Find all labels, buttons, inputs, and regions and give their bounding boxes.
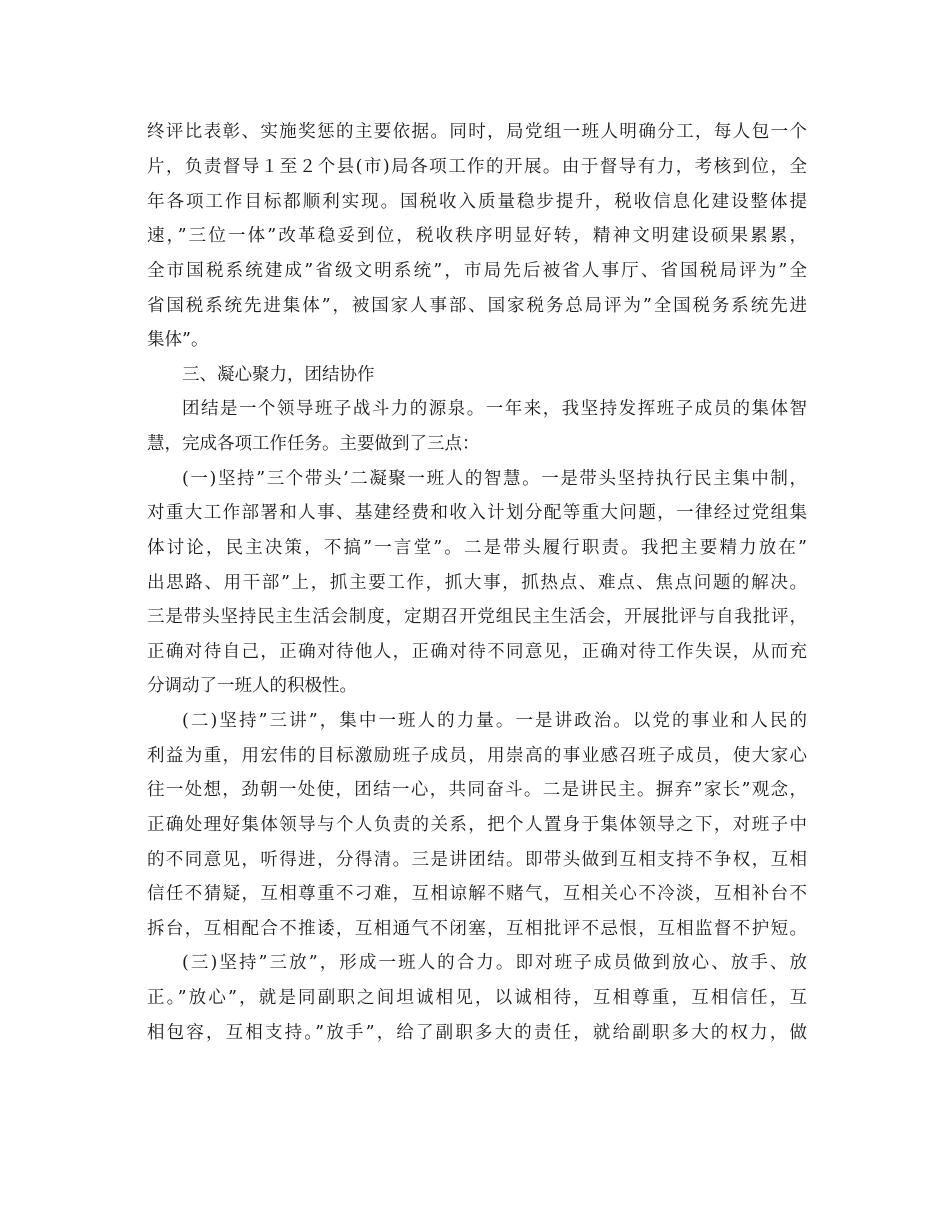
text-line: 慧，完成各项工作任务。主要做到了三点： <box>147 434 480 454</box>
text-line: (一)坚持”三个带头’二凝聚一班人的智慧。一是带头坚持执行民主集中制， <box>182 469 807 489</box>
text-line: 信任不猜疑，互相尊重不刁难，互相谅解不赌气，互相关心不冷淡，互相补台不 <box>147 884 807 904</box>
text-line: 体讨论，民主决策，不搞”一言堂”。二是带头履行职责。我把主要精力放在” <box>147 538 807 558</box>
text-line: 相包容，互相支持。”放手”，给了副职多大的责任，就给副职多大的权力，做 <box>147 1023 807 1043</box>
text-line: 对重大工作部署和人事、基建经费和收入计划分配等重大问题，一律经过党组集 <box>147 503 807 523</box>
text-line: 利益为重，用宏伟的目标激励班子成员，用崇高的事业感召班子成员，使大家心 <box>147 746 807 766</box>
text-line: 三是带头坚持民主生活会制度，定期召开党组民主生活会，开展批评与自我批评， <box>147 607 807 627</box>
text-line: 省国税系统先进集体”，被国家人事部、国家税务总局评为”全国税务系统先进 <box>147 296 807 316</box>
text-line: 正。”放心”，就是同副职之间坦诚相见，以诚相待，互相尊重，互相信任，互 <box>147 988 807 1008</box>
text-line: 集体”。 <box>147 330 209 350</box>
text-line: 正确处理好集体领导与个人负责的关系，把个人置身于集体领导之下，对班子中 <box>147 815 807 835</box>
text-line: 正确对待自己，正确对待他人，正确对待不同意见，正确对待工作失误，从而充 <box>147 642 807 662</box>
text-line: 往一处想，劲朝一处使，团结一心，共同奋斗。二是讲民主。摒弃”家长”观念， <box>147 780 807 800</box>
text-line: (二)坚持”三讲”，集中一班人的力量。一是讲政治。以党的事业和人民的 <box>182 711 807 731</box>
text-line: 速，”三位一体”改革稳妥到位，税收秩序明显好转，精神文明建设硕果累累， <box>147 226 807 246</box>
text-line: 拆台，互相配合不推诿，互相通气不闭塞，互相批评不忌恨，互相监督不护短。 <box>147 919 807 939</box>
text-line: 全市国税系统建成”省级文明系统”，市局先后被省人事厅、省国税局评为”全 <box>147 261 807 281</box>
text-line: 的不同意见，听得进，分得清。三是讲团结。即带头做到互相支持不争权，互相 <box>147 850 807 870</box>
text-line: 分调动了一班人的积极性。 <box>147 676 357 696</box>
section-heading: 三、凝心聚力，团结协作 <box>182 365 375 385</box>
text-line: (三)坚持”三放”，形成一班人的合力。即对班子成员做到放心、放手、放 <box>182 953 807 973</box>
text-line: 片，负责督导１至２个县(市)局各项工作的开展。由于督导有力，考核到位，全 <box>147 157 807 177</box>
text-line: 年各项工作目标都顺利实现。国税收入质量稳步提升，税收信息化建设整体提 <box>147 192 807 212</box>
text-line: 出思路、用干部”上，抓主要工作，抓大事，抓热点、难点、焦点问题的解决。 <box>147 573 807 593</box>
text-line: 团结是一个领导班子战斗力的源泉。一年来，我坚持发挥班子成员的集体智 <box>182 399 807 419</box>
text-line: 终评比表彰、实施奖惩的主要依据。同时，局党组一班人明确分工，每人包一个 <box>147 122 807 142</box>
